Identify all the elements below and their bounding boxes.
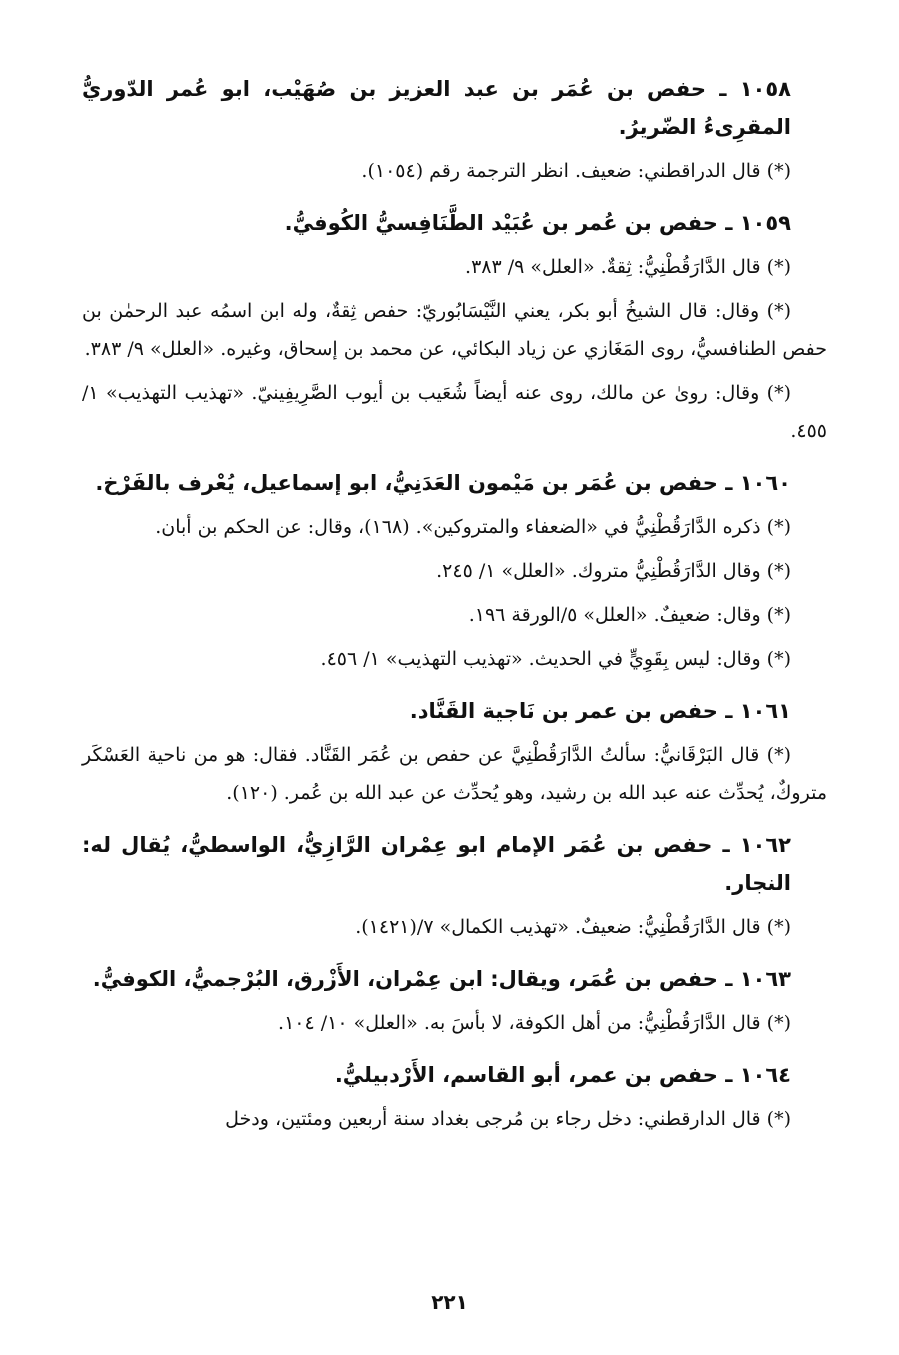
entry-1063 xyxy=(82,960,827,1042)
entry-1060 xyxy=(82,464,827,678)
entry-paragraph: (*) قال الدَّارَقُطْنِيُّ: ضعيفٌ. «تهذيب الكمال» ٧/(١٤٢١). xyxy=(355,916,791,938)
entry-paragraph: (*) قال الدارقطني: دخل رجاء بن مُرجى بغداد سنة أربعين ومئتين، ودخل xyxy=(225,1108,791,1130)
entry-heading: ١٠٦٣ ـ حفص بن عُمَر، ويقال: ابن عِمْران، الأَزْرق، البُرْجميُّ، الكوفيُّ. xyxy=(92,967,791,991)
entry-paragraph: (*) قال الدراقطني: ضعيف. انظر الترجمة رقم (١٠٥٤). xyxy=(361,160,791,182)
entry-paragraph: (*) قال البَرْقَانيُّ: سألتُ الدَّارَقُطْنِيَّ عن حفص بن عُمَر القَنَّاد. فقال: هو من ناحية العَسْكَر متروكٌ، يُحدِّث عنه عبد الله بن رشيد، وهو يُحدِّث عن عبد الله بن عُمر. (١٢٠). xyxy=(82,744,827,804)
entry-heading: ١٠٥٨ ـ حفص بن عُمَر بن عبد العزيز بن صُهَيْب، ابو عُمر الدّوريُّ المقرِىءُ الضّريرُ. xyxy=(82,77,791,139)
entry-paragraph: (*) وقال الدَّارَقُطْنِيُّ متروك. «العلل» ١/ ٢٤٥. xyxy=(436,560,791,582)
entry-1061 xyxy=(82,692,827,812)
entry-paragraph: (*) وقال: روىٰ عن مالك، روى عنه أيضاً شُعَيب بن أيوب الصَّرِيفِينيّ. «تهذيب التهذيب» ١/ ٤٥٥. xyxy=(82,382,827,442)
entry-paragraph: (*) وقال: قال الشيخُ أبو بكر، يعني النَّيْسَابُوريّ: حفص ثِقةٌ، وله ابن اسمُه عبد الرحمٰن بن حفص الطنافسيُّ، روى المَغَازي عن زياد البكائي، عن محمد بن إسحاق، وغيره. «العلل» ٩/ ٣٨٣. xyxy=(82,300,827,360)
entry-1058 xyxy=(82,70,827,190)
entry-heading: ١٠٥٩ ـ حفص بن عُمر بن عُبَيْد الطَّنَافِسيُّ الكُوفيُّ. xyxy=(284,211,791,235)
entry-paragraph: (*) وقال: ضعيفٌ. «العلل» ٥/الورقة ١٩٦. xyxy=(468,604,791,626)
entry-heading: ١٠٦٢ ـ حفص بن عُمَر الإمام ابو عِمْران الرَّازِيُّ، الواسطيُّ، يُقال له: النجار. xyxy=(82,833,791,895)
entry-heading: ١٠٦٠ ـ حفص بن عُمَر بن مَيْمون العَدَنِيُّ، ابو إسماعيل، يُعْرف بالفَرْخ. xyxy=(95,471,791,495)
entry-1062 xyxy=(82,826,827,946)
entry-1064 xyxy=(82,1056,827,1138)
entry-paragraph: (*) ذكره الدَّارَقُطْنِيُّ في «الضعفاء والمتروكين». (١٦٨)، وقال: عن الحكم بن أبان. xyxy=(155,516,791,538)
entry-1059 xyxy=(82,204,827,450)
entry-paragraph: (*) قال الدَّارَقُطْنِيُّ: من أهل الكوفة، لا بأسَ به. «العلل» ١٠/ ١٠٤. xyxy=(278,1012,791,1034)
entry-paragraph: (*) قال الدَّارَقُطْنِيُّ: ثِقةٌ. «العلل» ٩/ ٣٨٣. xyxy=(465,256,791,278)
page-number: ٢٢١ xyxy=(431,1290,468,1314)
entry-paragraph: (*) وقال: ليس بِقَوِيٍّ في الحديث. «تهذيب التهذيب» ١/ ٤٥٦. xyxy=(320,648,791,670)
entry-heading: ١٠٦٤ ـ حفص بن عمر، أبو القاسم، الأَرْدبيليُّ. xyxy=(334,1063,791,1087)
entry-heading: ١٠٦١ ـ حفص بن عمر بن نَاجية القَنَّاد. xyxy=(409,699,791,723)
